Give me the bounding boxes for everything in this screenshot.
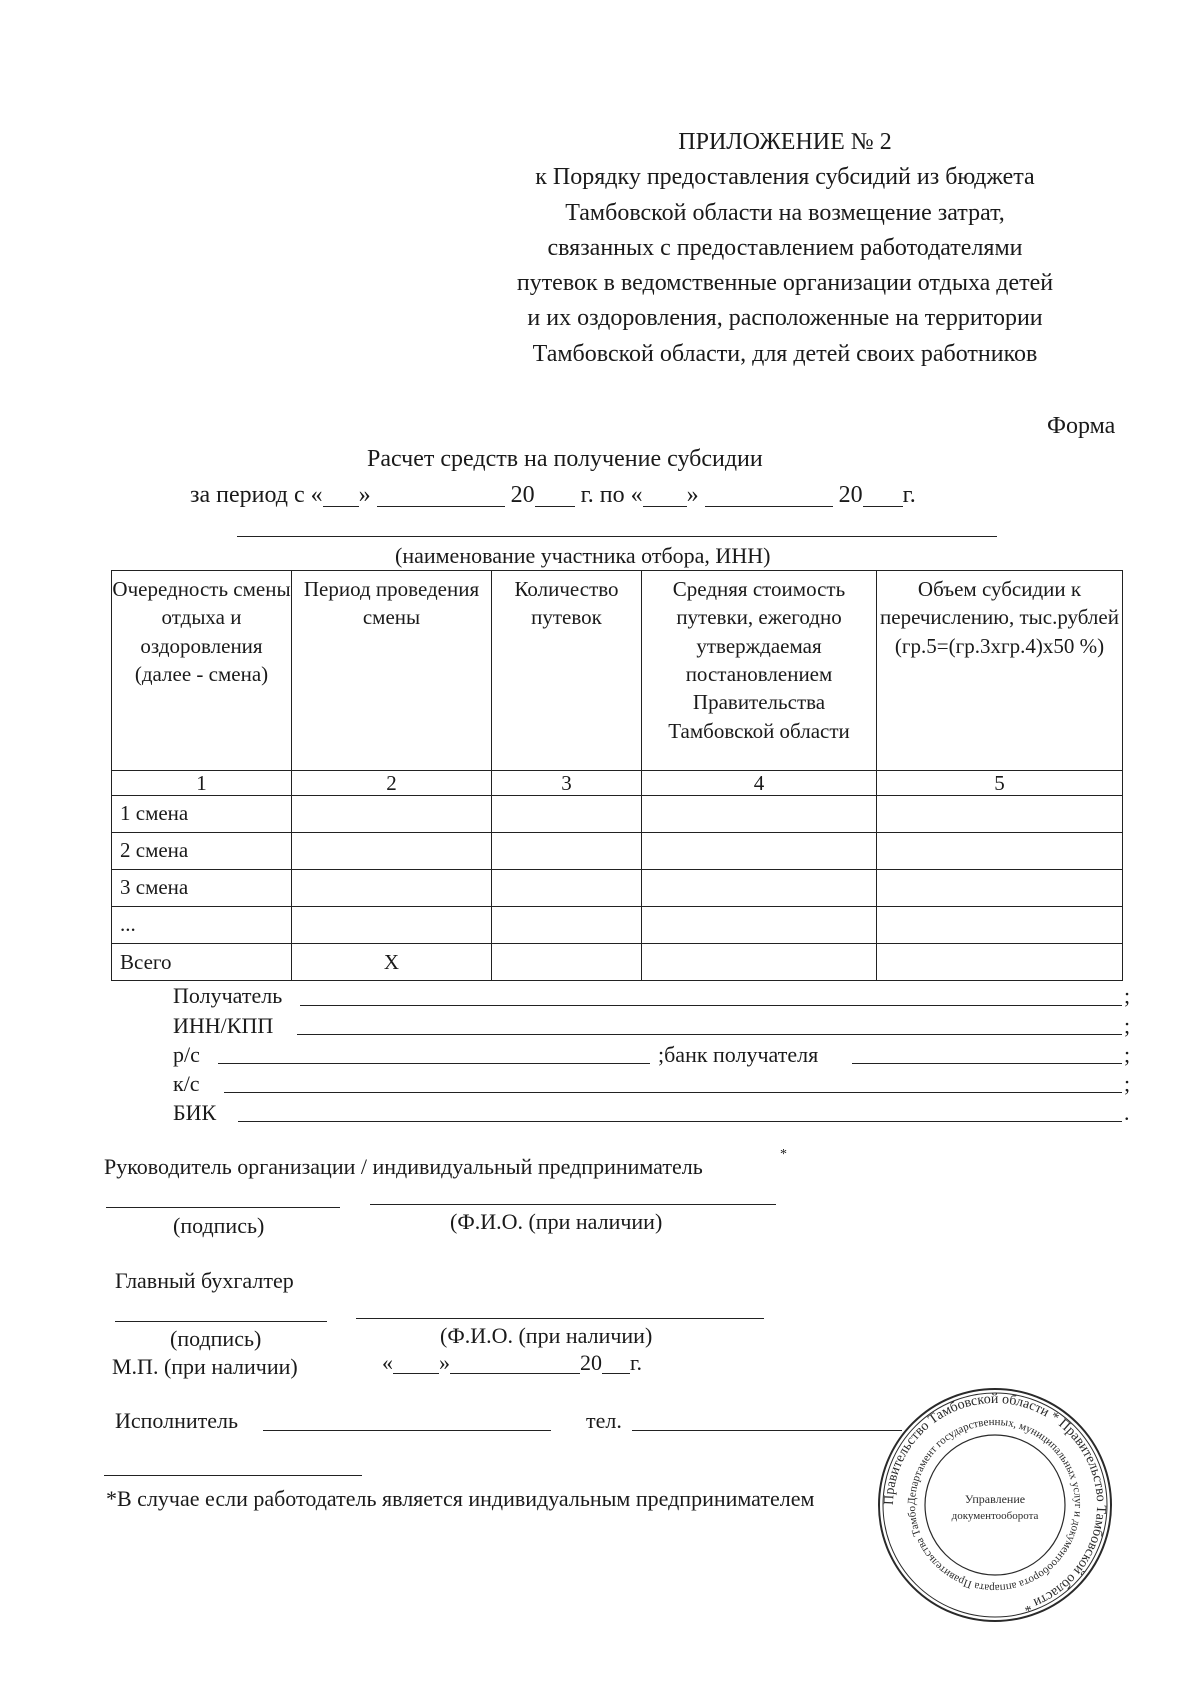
- table-cell[interactable]: [642, 796, 877, 833]
- inn-kpp-label: ИНН/КПП: [173, 1013, 274, 1038]
- table-cell[interactable]: [642, 944, 877, 981]
- period-month-from-field[interactable]: [377, 486, 505, 507]
- date-suffix: г.: [630, 1350, 643, 1375]
- total-row: [112, 944, 1123, 981]
- column-number: 1: [112, 771, 292, 796]
- accountant-signature-field[interactable]: [115, 1321, 327, 1322]
- period-line: [190, 483, 916, 507]
- shift-label: ...: [112, 907, 292, 944]
- stamp-center-line: документооборота: [951, 1510, 1039, 1522]
- accountant-fio-field[interactable]: [356, 1318, 764, 1319]
- shift-label: 3 смена: [112, 870, 292, 907]
- table-cell[interactable]: [877, 796, 1123, 833]
- period-suffix: г.: [902, 482, 916, 508]
- footnote: *В случае если работодатель является индивидуальным предпринимателем: [106, 1486, 815, 1511]
- rs-label: р/с: [173, 1042, 200, 1067]
- participant-caption: (наименование участника отбора, ИНН): [395, 543, 771, 568]
- fio-caption: (Ф.И.О. (при наличии): [450, 1209, 663, 1234]
- column-header: Период проведения смены: [292, 571, 492, 771]
- date-line: [382, 1352, 642, 1374]
- column-header: Объем субсидии к перечислению, тыс.рублей (гр.5=(гр.3хгр.4)х50 %): [877, 571, 1123, 771]
- appendix-line: и их оздоровления, расположенные на территории: [527, 305, 1043, 332]
- head-footnote-mark: *: [780, 1147, 787, 1162]
- date-month-field[interactable]: [450, 1353, 580, 1374]
- head-signature-field[interactable]: [106, 1207, 340, 1208]
- document-title: Расчет средств на получение субсидии: [367, 446, 763, 472]
- table-cell[interactable]: [292, 870, 492, 907]
- fio-caption: (Ф.И.О. (при наличии): [440, 1323, 653, 1348]
- date-quote: »: [439, 1350, 450, 1375]
- period-mid: г. по «: [580, 482, 643, 508]
- period-day-to-field[interactable]: [643, 486, 687, 507]
- recipient-field[interactable]: [300, 1005, 1122, 1006]
- table-cell[interactable]: [877, 907, 1123, 944]
- footnote-separator: [104, 1475, 362, 1476]
- date-quote: «: [382, 1350, 393, 1375]
- table-cell[interactable]: [292, 796, 492, 833]
- signature-caption: (подпись): [173, 1213, 265, 1238]
- seal-label: М.П. (при наличии): [112, 1354, 298, 1379]
- phone-label: тел.: [586, 1408, 622, 1433]
- period-quote: »: [358, 482, 371, 508]
- column-number: 3: [492, 771, 642, 796]
- column-number: 5: [877, 771, 1123, 796]
- rs-field[interactable]: [218, 1063, 650, 1064]
- period-month-to-field[interactable]: [705, 486, 833, 507]
- table-cell[interactable]: [877, 870, 1123, 907]
- table-cell[interactable]: [492, 907, 642, 944]
- head-label: Руководитель организации / индивидуальный предприниматель: [104, 1154, 703, 1179]
- bank-field[interactable]: [852, 1063, 1122, 1064]
- table-cell[interactable]: [492, 944, 642, 981]
- appendix-line: Тамбовской области на возмещение затрат,: [565, 199, 1005, 226]
- line-end-semicolon: ;: [1124, 1071, 1131, 1096]
- period-year-prefix: 20: [838, 482, 863, 508]
- bik-label: БИК: [173, 1100, 217, 1125]
- table-cell[interactable]: [642, 907, 877, 944]
- shift-label: 2 смена: [112, 833, 292, 870]
- phone-field[interactable]: [632, 1430, 902, 1431]
- column-header: Количество путевок: [492, 571, 642, 771]
- table-cell[interactable]: [877, 833, 1123, 870]
- subsidy-table: [111, 570, 1123, 981]
- appendix-line: путевок в ведомственные организации отдыха детей: [516, 270, 1054, 297]
- stamp-center-line: Управление: [964, 1492, 1026, 1506]
- bank-label: ;банк получателя: [658, 1042, 819, 1067]
- line-end-semicolon: ;: [1124, 983, 1131, 1008]
- appendix-title: ПРИЛОЖЕНИЕ № 2: [678, 129, 892, 155]
- table-row: [112, 870, 1123, 907]
- appendix-line: связанных с предоставлением работодателями: [547, 234, 1023, 261]
- table-cell[interactable]: [877, 944, 1123, 981]
- column-header: Средняя стоимость путевки, ежегодно утверждаемая постановлением Правительства Тамбовской области: [642, 571, 877, 771]
- stamp-outer-text: Правительство Тамбовской области * Правительство Тамбовской области *: [881, 1391, 1109, 1614]
- form-label: Форма: [1047, 413, 1116, 439]
- table-row: [112, 796, 1123, 833]
- total-label: Всего: [112, 944, 292, 981]
- date-day-field[interactable]: [393, 1353, 439, 1374]
- table-cell[interactable]: [492, 796, 642, 833]
- appendix-line: Тамбовской области, для детей своих работников: [532, 340, 1038, 367]
- executor-field[interactable]: [263, 1430, 551, 1431]
- table-header-row: [112, 571, 1123, 771]
- period-prefix: за период с «: [190, 482, 323, 508]
- ks-field[interactable]: [224, 1092, 1122, 1093]
- stamp-inner-text: Департамент государственных, муниципальных услуг и документооборота аппарата Правительства Тамбо: [905, 1415, 1085, 1595]
- column-header: Очередность смены отдыха и оздоровления (далее - смена): [112, 571, 292, 771]
- table-cell[interactable]: [292, 907, 492, 944]
- column-number: 2: [292, 771, 492, 796]
- period-quote: »: [686, 482, 699, 508]
- table-row: [112, 907, 1123, 944]
- period-year-prefix: 20: [510, 482, 535, 508]
- line-end-dot: .: [1124, 1100, 1130, 1125]
- column-number: 4: [642, 771, 877, 796]
- stamp: [875, 1385, 1115, 1625]
- total-period-cell: X: [292, 944, 492, 981]
- recipient-label: Получатель: [173, 983, 283, 1008]
- appendix-line: к Порядку предоставления субсидий из бюджета: [535, 164, 1035, 191]
- line-end-semicolon: ;: [1124, 1013, 1131, 1038]
- stamp-graphic: [875, 1385, 1115, 1625]
- period-year-to-field[interactable]: [863, 486, 903, 507]
- appendix-header: [440, 125, 1130, 372]
- date-year-field[interactable]: [602, 1353, 630, 1374]
- bik-field[interactable]: [238, 1121, 1122, 1122]
- column-number-row: [112, 771, 1123, 796]
- table-cell[interactable]: [292, 833, 492, 870]
- date-year-prefix: 20: [580, 1350, 602, 1375]
- executor-label: Исполнитель: [115, 1408, 239, 1433]
- period-day-from-field[interactable]: [323, 486, 359, 507]
- head-fio-field[interactable]: [370, 1204, 776, 1205]
- table-cell[interactable]: [642, 870, 877, 907]
- ks-label: к/с: [173, 1071, 200, 1096]
- accountant-label: Главный бухгалтер: [115, 1268, 294, 1293]
- line-end-semicolon: ;: [1124, 1042, 1131, 1067]
- shift-label: 1 смена: [112, 796, 292, 833]
- period-year-from-field[interactable]: [535, 486, 575, 507]
- table-cell[interactable]: [642, 833, 877, 870]
- table-cell[interactable]: [492, 833, 642, 870]
- participant-field[interactable]: [237, 536, 997, 537]
- signature-caption: (подпись): [170, 1326, 262, 1351]
- table-row: [112, 833, 1123, 870]
- inn-kpp-field[interactable]: [297, 1034, 1122, 1035]
- table-cell[interactable]: [492, 870, 642, 907]
